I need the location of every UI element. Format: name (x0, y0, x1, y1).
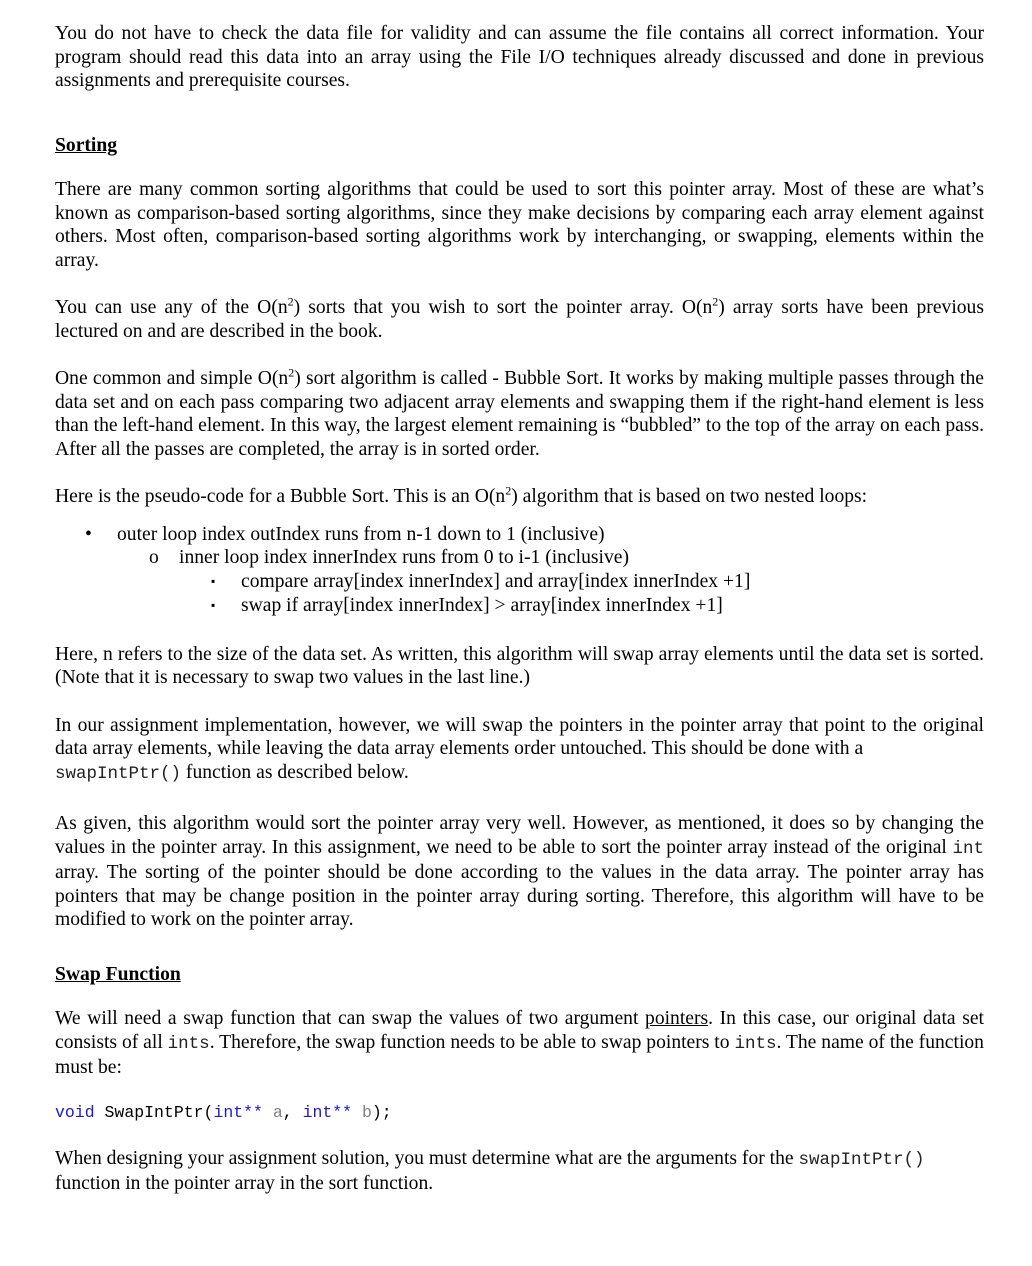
bullet-marker: o (149, 546, 159, 568)
swap-paragraph-2: When designing your assignment solution, you must determine what are the arguments for the swapIntPtr() function in the pointer array in the sort function. (55, 1147, 925, 1194)
bullet-marker: • (85, 523, 92, 545)
list-item: swap if array[index innerIndex] > array[index innerIndex +1] (241, 594, 723, 616)
intro-paragraph: You do not have to check the data file for validity and can assume the file contains all correct information. Your program should read this data into an array using the File I/O techniques already discussed and done in previous assignments and prerequisite courses. (55, 23, 984, 91)
sorting-paragraph-2: You can use any of the $O(n^2)$ sorts that you wish to sort the pointer array. $O(n^2)$ array sorts have been previous lectured on and are described in the book. (55, 294, 984, 342)
pseudo-code-list (55, 523, 984, 619)
swap-paragraph-1: We will need a swap function that can swap the values of two argument pointers. In this case, our original data set consists of all ints. Therefore, the swap function needs to be able to swap pointers to ints. The name of the function must be: (55, 1008, 984, 1078)
list-item: outer loop index outIndex runs from n-1 down to 1 (inclusive) (117, 523, 605, 545)
sorting-paragraph-3: One common and simple $O(n^2)$ sort algorithm is called - Bubble Sort. It works by making multiple passes through the data set and on each pass comparing two adjacent array elements and swapping them if the right-hand element is less than the left-hand element. In this way, the largest element remaining is “bubbled” to the top of the array on each pass. After all the passes are completed, the array is in sorted order. (55, 365, 984, 460)
sorting-heading: Sorting (55, 134, 118, 156)
document-page (55, 22, 984, 1196)
pointers-link[interactable]: pointers (645, 1008, 709, 1029)
bullet-marker: ▪ (211, 597, 216, 612)
sorting-paragraph-6: In our assignment implementation, however, we will swap the pointers in the pointer array that point to the original data array elements, while leaving the data array elements order untouched. This should be done with a swapIntPtr() function as described below. (55, 714, 984, 784)
sorting-paragraph-5: Here, n refers to the size of the data set. As written, this algorithm will swap array elements until the data set is sorted. (Note that it is necessary to swap two values in the last line.) (55, 643, 984, 688)
sorting-paragraph-7: As given, this algorithm would sort the pointer array very well. However, as mentioned, it does so by changing the values in the pointer array. In this assignment, we need to be able to sort the pointer array instead of the original int array. The sorting of the pointer should be done according to the values in the data array. The pointer array has pointers that may be change position in the pointer array during sorting. Therefore, this algorithm will have to be modified to work on the pointer array. (55, 813, 984, 930)
sorting-paragraph-4: Here is the pseudo-code for a Bubble Sort. This is an $O(n^2)$ algorithm that is based on two nested loops: (55, 483, 868, 507)
bullet-marker: ▪ (211, 573, 216, 588)
list-item: inner loop index innerIndex runs from 0 to i-1 (inclusive) (179, 546, 630, 568)
list-item: compare array[index innerIndex] and array[index innerIndex +1] (241, 570, 751, 592)
sorting-paragraph-1: There are many common sorting algorithms that could be used to sort this pointer array. Most of these are what’s known as comparison-based sorting algorithms, since they make decisions by comparing each array element against others. Most often, comparison-based sorting algorithms work by interchanging, or swapping, elements within the array. (55, 179, 984, 271)
function-signature-code: void SwapIntPtr(int** a, int** b); (55, 1103, 392, 1122)
swap-function-heading: Swap Function (55, 963, 181, 985)
